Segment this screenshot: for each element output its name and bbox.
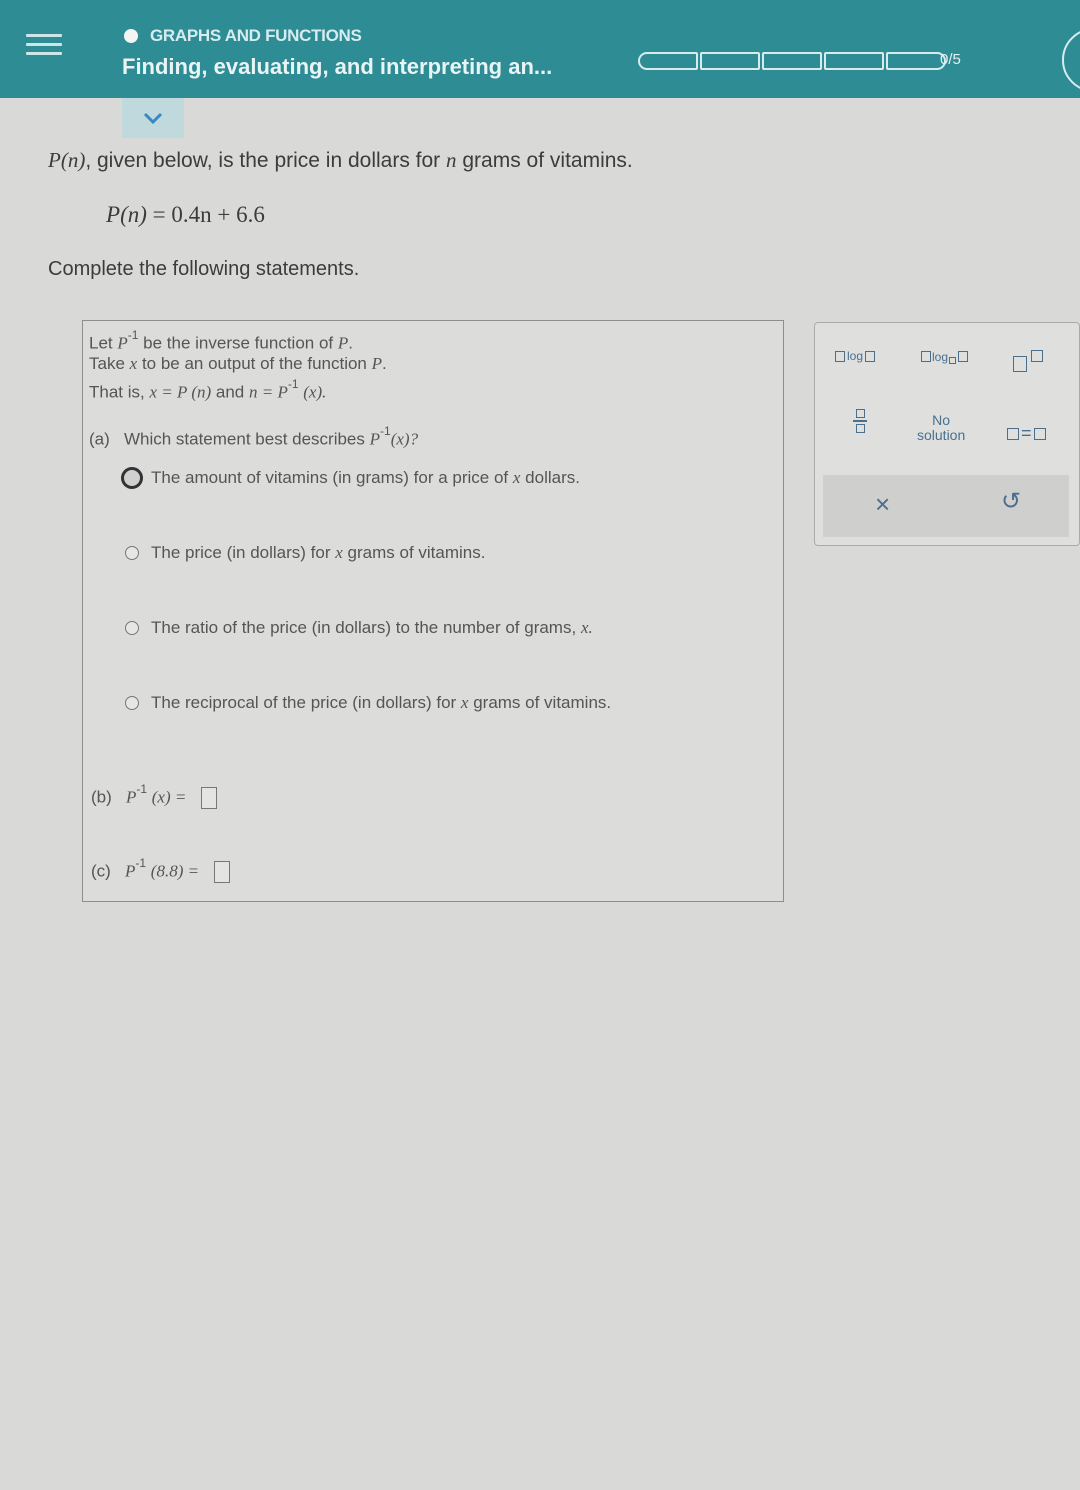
math-palette (814, 322, 1080, 546)
part-c: (c) $P^{-1}$ (8.8) = (91, 859, 230, 883)
problem-variable: n (446, 148, 457, 172)
function-name: P (48, 148, 61, 172)
function-variable: n (67, 148, 79, 172)
instructions: Complete the following statements. (48, 258, 360, 280)
radio-button[interactable] (125, 621, 139, 635)
problem-statement: P(n), given below, is the price in dollars for n grams of vitamins. (48, 148, 633, 172)
progress-text: 0/5 (940, 51, 961, 68)
option-ratio-price-grams[interactable]: The ratio of the price (in dollars) to the number of grams, x. (125, 618, 593, 638)
palette-actions (823, 475, 1069, 537)
problem-intro-text: , given below, is the price in dollars for (85, 149, 441, 172)
part-b-answer-input[interactable] (201, 787, 217, 809)
definition-line-3: That is, x = P (n) and $n = P^{-1}$ (x). (89, 377, 327, 402)
progress-segment (638, 52, 698, 70)
definition-line-1: Let $P^{-1}$ be the inverse function of P. (89, 328, 353, 353)
progress-segment (886, 52, 946, 70)
module-title: Finding, evaluating, and interpreting an... (122, 54, 553, 79)
chevron-down-icon (143, 112, 163, 124)
equation-rhs: = 0.4n + 6.6 (152, 202, 265, 227)
part-b: (b) $P^{-1}$ (x) = (91, 785, 217, 809)
function-equation: P(n) = 0.4n + 6.6 (106, 202, 265, 227)
fraction-button[interactable] (853, 409, 867, 433)
problem-intro-tail: grams of vitamins. (462, 149, 633, 172)
log-base-button[interactable]: log (921, 349, 968, 364)
definition-line-2: Take x to be an output of the function P. (89, 354, 387, 373)
part-c-answer-input[interactable] (214, 861, 230, 883)
option-reciprocal-price[interactable]: The reciprocal of the price (in dollars) for x grams of vitamins. (125, 693, 611, 713)
part-a-question: (a) Which statement best describes $P^{-1}(x)$? (89, 424, 419, 449)
radio-button[interactable] (125, 696, 139, 710)
menu-icon[interactable] (26, 34, 62, 64)
equals-button[interactable]: = (1007, 423, 1046, 444)
topic-label: GRAPHS AND FUNCTIONS (150, 26, 362, 45)
top-header (0, 0, 1080, 98)
log-button[interactable]: log (835, 349, 875, 363)
progress-segment (700, 52, 760, 70)
radio-button-selected[interactable] (121, 467, 143, 489)
topic-row (124, 26, 362, 46)
option-price-for-grams[interactable]: The price (in dollars) for x grams of vitamins. (125, 543, 485, 563)
progress-segment (824, 52, 884, 70)
clear-icon[interactable]: × (875, 489, 891, 519)
undo-icon[interactable]: ↺ (1001, 488, 1022, 515)
no-solution-button[interactable]: No solution (917, 412, 966, 443)
progress-bar (638, 52, 948, 70)
collapse-toggle-button[interactable] (122, 98, 184, 138)
avatar[interactable] (1062, 28, 1080, 92)
radio-button[interactable] (125, 546, 139, 560)
topic-status-icon (124, 29, 138, 43)
answer-box (82, 320, 784, 902)
progress-segment (762, 52, 822, 70)
option-amount-of-vitamins[interactable]: The amount of vitamins (in grams) for a price of x dollars. (125, 467, 580, 489)
exponent-button[interactable] (1013, 343, 1053, 373)
